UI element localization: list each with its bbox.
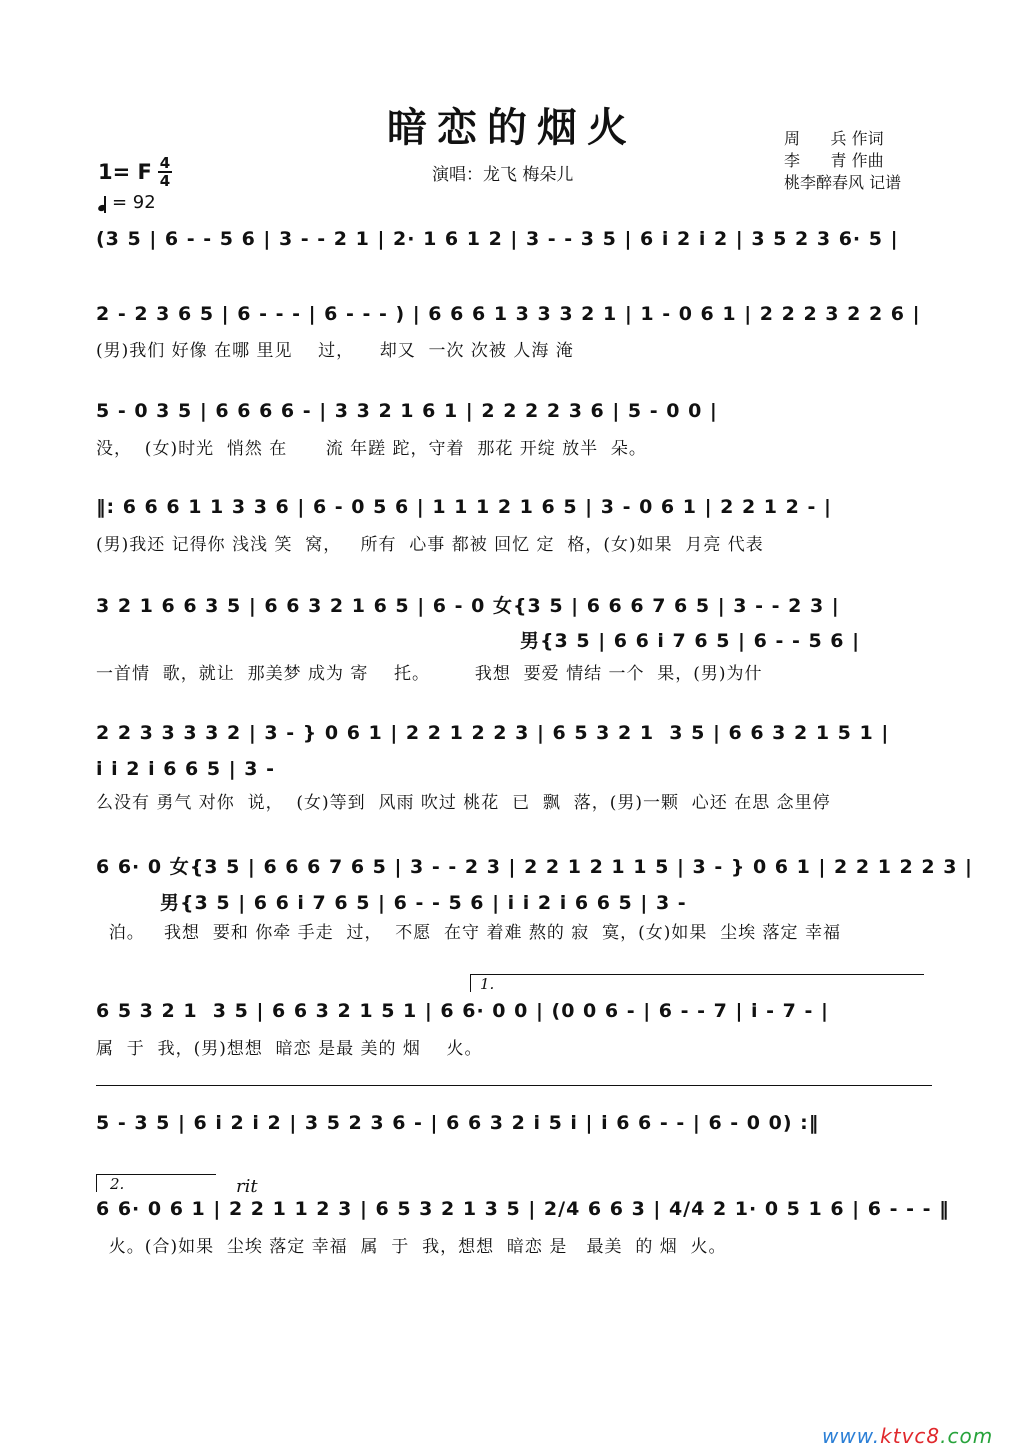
first-ending-continuation — [96, 1085, 932, 1086]
first-ending-number: 1. — [480, 975, 495, 993]
ritardando-marking: rit — [236, 1176, 258, 1197]
lyric-row-4: (男)我还 记得你 浅浅 笑 窝， 所有 心事 都被 回忆 定 格，(女)如果 月亮 代表 — [96, 535, 764, 555]
key-signature: 1= F — [98, 160, 152, 184]
score-row-6-lower: i i 2 i 6 6 5 | 3 - — [96, 758, 275, 780]
lyric-row-3: 没， (女)时光 悄然 在 流 年蹉 跎，守着 那花 开绽 放半 朵。 — [96, 439, 647, 459]
score-row-4: ‖: 6 6 6 1 1 3 3 6 | 6 - 0 5 6 | 1 1 1 2 1 6 5 | 3 - 0 6 1 | 2 2 1 2 - | — [96, 496, 832, 518]
watermark-part-2: ktvc8 — [880, 1424, 941, 1448]
watermark-part-1: www. — [822, 1424, 881, 1448]
time-signature — [158, 156, 172, 188]
composer-credit: 李 青 作曲 — [784, 151, 884, 170]
first-ending-tick — [470, 974, 471, 992]
score-row-6: 2 2 3 3 3 3 2 | 3 - } 0 6 1 | 2 2 1 2 2 3 | 6 5 3 2 1 3 5 | 6 6 3 2 1 5 1 | — [96, 722, 890, 744]
lyric-row-5: 一首情 歌，就让 那美梦 成为 寄 托。 我想 要爱 情结 一个 果，(男)为什 — [96, 664, 763, 684]
second-ending-number: 2. — [110, 1175, 125, 1193]
lyric-row-2: (男)我们 好像 在哪 里见 过， 却又 一次 次被 人海 淹 — [96, 341, 574, 361]
time-signature-top: 4 — [159, 154, 171, 172]
site-watermark — [822, 1424, 993, 1448]
score-row-7: 6 6· 0 女{3 5 | 6 6 6 7 6 5 | 3 - - 2 3 | 2 2 1 2 1 1 5 | 3 - } 0 6 1 | 2 2 1 2 2 3 | — [96, 856, 973, 878]
tempo-value: = 92 — [112, 192, 156, 213]
lyricist-credit: 周 兵 作词 — [784, 129, 884, 148]
song-title: 暗恋的烟火 — [387, 104, 637, 151]
score-row-10: 6 6· 0 6 1 | 2 2 1 1 2 3 | 6 5 3 2 1 3 5 | 2/4 6 6 3 | 4/4 2 1· 0 5 1 6 | 6 - - - ‖ — [96, 1198, 950, 1220]
lyric-row-7: 泊。 我想 要和 你牵 手走 过， 不愿 在守 着难 熬的 寂 寞，(女)如果 尘埃 落定 幸福 — [96, 923, 841, 943]
tempo-marking — [98, 192, 156, 213]
score-row-9: 5 - 3 5 | 6 i 2 i 2 | 3 5 2 3 6 - | 6 6 3 2 i 5 i | i 6 6 - - | 6 - 0 0) :‖ — [96, 1112, 820, 1134]
score-row-7-male: 男{3 5 | 6 6 i 7 6 5 | 6 - - 5 6 | i i 2 i 6 6 5 | 3 - — [160, 892, 687, 914]
score-row-2: 2 - 2 3 6 5 | 6 - - - | 6 - - - ) | 6 6 6 1 3 3 3 2 1 | 1 - 0 6 1 | 2 2 2 3 2 2 6 | — [96, 303, 921, 325]
score-row-3: 5 - 0 3 5 | 6 6 6 6 - | 3 3 2 1 6 1 | 2 2 2 2 3 6 | 5 - 0 0 | — [96, 400, 718, 422]
note-stem — [104, 196, 106, 213]
second-ending-tick — [96, 1174, 97, 1192]
lyric-row-10: 火。(合)如果 尘埃 落定 幸福 属 于 我，想想 暗恋 是 最美 的 烟 火。 — [96, 1237, 727, 1257]
lyric-row-8: 属 于 我，(男)想想 暗恋 是最 美的 烟 火。 — [96, 1039, 483, 1059]
first-ending-bracket — [470, 974, 924, 975]
credits — [784, 128, 901, 194]
score-row-8: 6 5 3 2 1 3 5 | 6 6 3 2 1 5 1 | 6 6· 0 0 | (0 0 6 - | 6 - - 7 | i - 7 - | — [96, 1000, 829, 1022]
score-row-1: (3 5 | 6 - - 5 6 | 3 - - 2 1 | 2· 1 6 1 2 | 3 - - 3 5 | 6 i 2 i 2 | 3 5 2 3 6· 5 | — [96, 228, 899, 250]
transcriber-credit: 桃李醉春风 记谱 — [784, 173, 902, 192]
lyric-row-6: 么没有 勇气 对你 说， (女)等到 风雨 吹过 桃花 已 飘 落，(男)一颗 心还 在思 念里停 — [96, 793, 831, 813]
time-signature-bottom: 4 — [159, 172, 171, 190]
watermark-part-3: .com — [940, 1424, 994, 1448]
score-row-5: 3 2 1 6 6 3 5 | 6 6 3 2 1 6 5 | 6 - 0 女{3 5 | 6 6 6 7 6 5 | 3 - - 2 3 | — [96, 595, 840, 617]
singer-credit: 演唱：龙飞 梅朵儿 — [432, 165, 574, 185]
score-row-5-male: 男{3 5 | 6 6 i 7 6 5 | 6 - - 5 6 | — [520, 630, 861, 652]
